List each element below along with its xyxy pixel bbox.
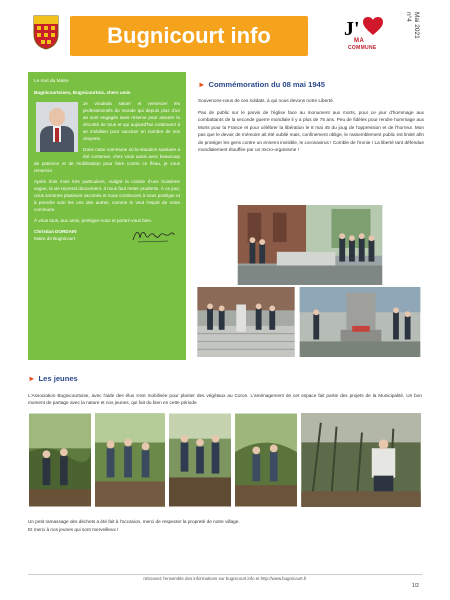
heart-icon [362, 16, 384, 36]
logo-ma-text: MA [354, 38, 365, 44]
commemoration-body: Pas de public sur le parvis de l'église face au monument aux morts, pour ce jour d'hommage aux combattants de la seconde guerre mondiale il y a plus de 75 ans. Peu de fidèles pour rendre hommage aux Morts pour la France et pour célébrer la libération le 8 mai 45 du joug de l'oppression et de l'horreur. Mon pas que le devoir de mémoire ait été oublié mais, confinement oblige, le rassemblement public est limité afin de protéger les gens contre un ennemi invisible, le coronavirus ! Comble de l'ironie ! La liberté tant défendue mondialement étouffée par un micro-organisme ! [198, 110, 424, 153]
commemoration-photo-church [236, 204, 384, 286]
mayor-paragraph-2: Dans notre commune où la situation sanitaire a été contenue, chez vous aussi avec beaucoup de patience et de mobilisation pour faire contre ce fléau, je vous remercie. [34, 147, 180, 173]
mayor-signature-block [34, 228, 180, 250]
issue-number: n°4 [405, 12, 412, 22]
logo-letter: J' [344, 18, 360, 40]
arrow-right-icon: ► [28, 374, 36, 383]
mayor-paragraph-1: Je voudrais saluer et remercier les professionnels du monde qui depuis plus d'un an sont engagés sans réserve pour assurer la sécurité de tous et qui aujourd'hui continuent à se mobiliser pour vacciner en nombre de nos citoyens. [83, 101, 180, 141]
arrow-right-icon: ► [198, 80, 206, 89]
jeunes-photo-5 [300, 412, 422, 508]
jeunes-heading: ► Les jeunes [28, 374, 78, 383]
mayor-paragraph-4: À vous tous, aux amis, protégez-vous et portez-vous bien. [34, 218, 153, 223]
commemoration-section [198, 80, 424, 153]
caption-line-1: Un petit ramassage des déchets a été fait à l'occasion, merci de respecter la propreté de notre village. [28, 519, 240, 524]
logo-commune-text: COMMUNE [348, 45, 377, 51]
jeunes-photo-4 [234, 412, 298, 508]
jeunes-caption [28, 518, 422, 534]
mayor-paragraph-3: Après trois mois très particuliers, malgré la crainte d'une troisième vague, la vie reprend doucement. Il nous faut rester prudents. À ce jour, nous sommes plusieurs vaccinés et nous continuons à nous protéger et à prendre soin les uns des autres, comme le veut l'esprit de notre commune. [34, 179, 180, 212]
jeunes-photo-3 [168, 412, 232, 508]
mayor-message-box [28, 72, 186, 360]
commemoration-intro: Souvenons-nous de ces soldats, à qui nous devons notre Liberté. [198, 98, 335, 103]
mayor-role: Maire de Bugnicourt [34, 236, 76, 241]
town-crest-icon [32, 14, 60, 50]
commemoration-photo-steps [196, 286, 296, 358]
mayor-name: Christian DORDAIN [34, 229, 77, 234]
newsletter-title: Bugnicourt info [107, 23, 271, 48]
jeunes-photo-1 [28, 412, 92, 508]
commemoration-heading: ► Commémoration du 08 mai 1945 [198, 80, 326, 89]
mayor-photo [36, 102, 78, 152]
jeunes-body: L'Association Bugnicourtoise, avec l'aide des élus s'est mobilisée pour planter des végétaux au Coron. L'aménagement de cet espace fait partie des projets de la Municipalité. Un bon moment de partage avec la nature et nos jeunes, qui fait du bien en cette période. [28, 393, 422, 406]
title-banner [70, 16, 308, 56]
mayor-section-title: Le mot du Maire [34, 79, 69, 84]
handwritten-signature [130, 226, 176, 246]
mayor-greeting: Bugnicourtoises, Bugnicourtois, chers amis [34, 90, 131, 95]
footer-divider [28, 574, 422, 575]
page-number: 1/2 [412, 583, 419, 589]
jaime-ma-commune-logo [342, 16, 400, 56]
issue-info [405, 12, 422, 62]
footer-text: retrouvez l'ensemble des informations sur bugnicourt.info et http://www.bugnicourt.fr [143, 576, 307, 581]
caption-line-2: Et merci à nos jeunes qui sont merveilleux ! [28, 527, 119, 532]
jeunes-photo-2 [94, 412, 166, 508]
header [28, 10, 420, 62]
commemoration-photo-monument [298, 286, 422, 358]
issue-date: Mai 2021 [413, 12, 420, 39]
